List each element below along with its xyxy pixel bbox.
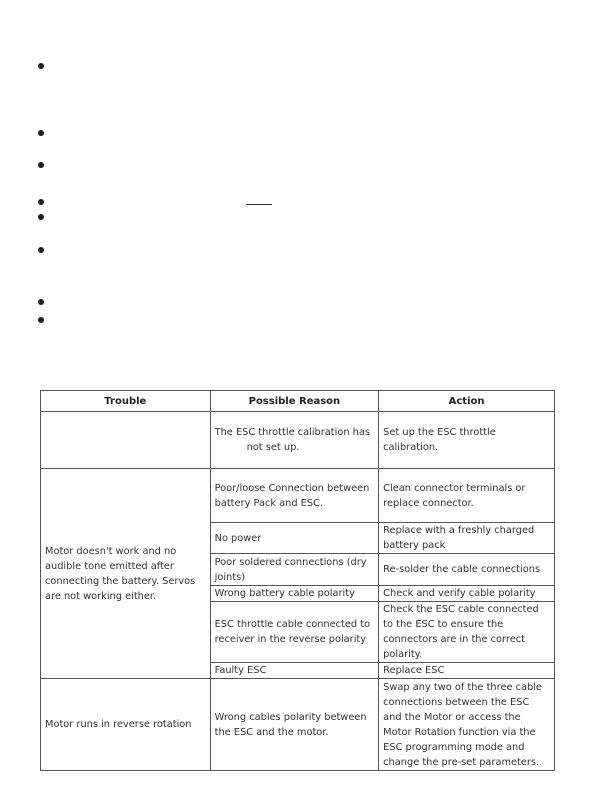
action-cell: Replace with a freshly charged battery pack	[379, 523, 555, 554]
reason-cell: Poor/loose Connection between battery Pack and ESC.	[210, 469, 379, 523]
action-cell: Check and verify cable polarity	[379, 586, 555, 602]
reason-cell: Wrong cables polarity between the ESC and the motor.	[210, 679, 379, 771]
reason-line: The ESC throttle calibration has	[214, 427, 370, 438]
bullet-4	[38, 199, 44, 205]
reason-cell	[210, 412, 379, 469]
reason-cell: Poor soldered connections (dry joints)	[210, 554, 379, 586]
reason-cell: ESC throttle cable connected to receiver in the reverse polarity	[210, 602, 379, 663]
table-header-row	[41, 391, 555, 412]
header-action: Action	[379, 391, 555, 412]
table-row	[41, 679, 555, 771]
bullet-5	[38, 214, 44, 220]
bullet-6	[38, 247, 44, 253]
table-row	[41, 412, 555, 469]
action-cell: Set up the ESC throttle calibration.	[379, 412, 555, 469]
action-cell: Re-solder the cable connections	[379, 554, 555, 586]
header-trouble: Trouble	[41, 391, 211, 412]
reason-line: not set up.	[246, 442, 300, 453]
header-possible-reason: Possible Reason	[210, 391, 379, 412]
reason-cell: No power	[210, 523, 379, 554]
action-cell: Check the ESC cable connected to the ESC to ensure the connectors are in the correct polarity.	[379, 602, 555, 663]
trouble-cell: Motor doesn't work and no audible tone emitted after connecting the battery. Servos are not working either.	[41, 469, 211, 679]
bullet-8	[38, 317, 44, 323]
underline-mark	[246, 204, 272, 205]
action-cell: Swap any two of the three cable connections between the ESC and the Motor or access the Motor Rotation function via the ESC programming mode and change the pre-set parameters.	[379, 679, 555, 771]
trouble-cell	[41, 412, 211, 469]
trouble-cell: Motor runs in reverse rotation	[41, 679, 211, 771]
action-cell: Replace ESC	[379, 663, 555, 679]
troubleshooting-table	[40, 390, 555, 771]
reason-cell: Wrong battery cable polarity	[210, 586, 379, 602]
table-row	[41, 469, 555, 523]
bullet-2	[38, 130, 44, 136]
reason-cell: Faulty ESC	[210, 663, 379, 679]
bullet-7	[38, 299, 44, 305]
action-cell: Clean connector terminals or replace connector.	[379, 469, 555, 523]
bullet-3	[38, 162, 44, 168]
bullet-1	[38, 63, 44, 69]
